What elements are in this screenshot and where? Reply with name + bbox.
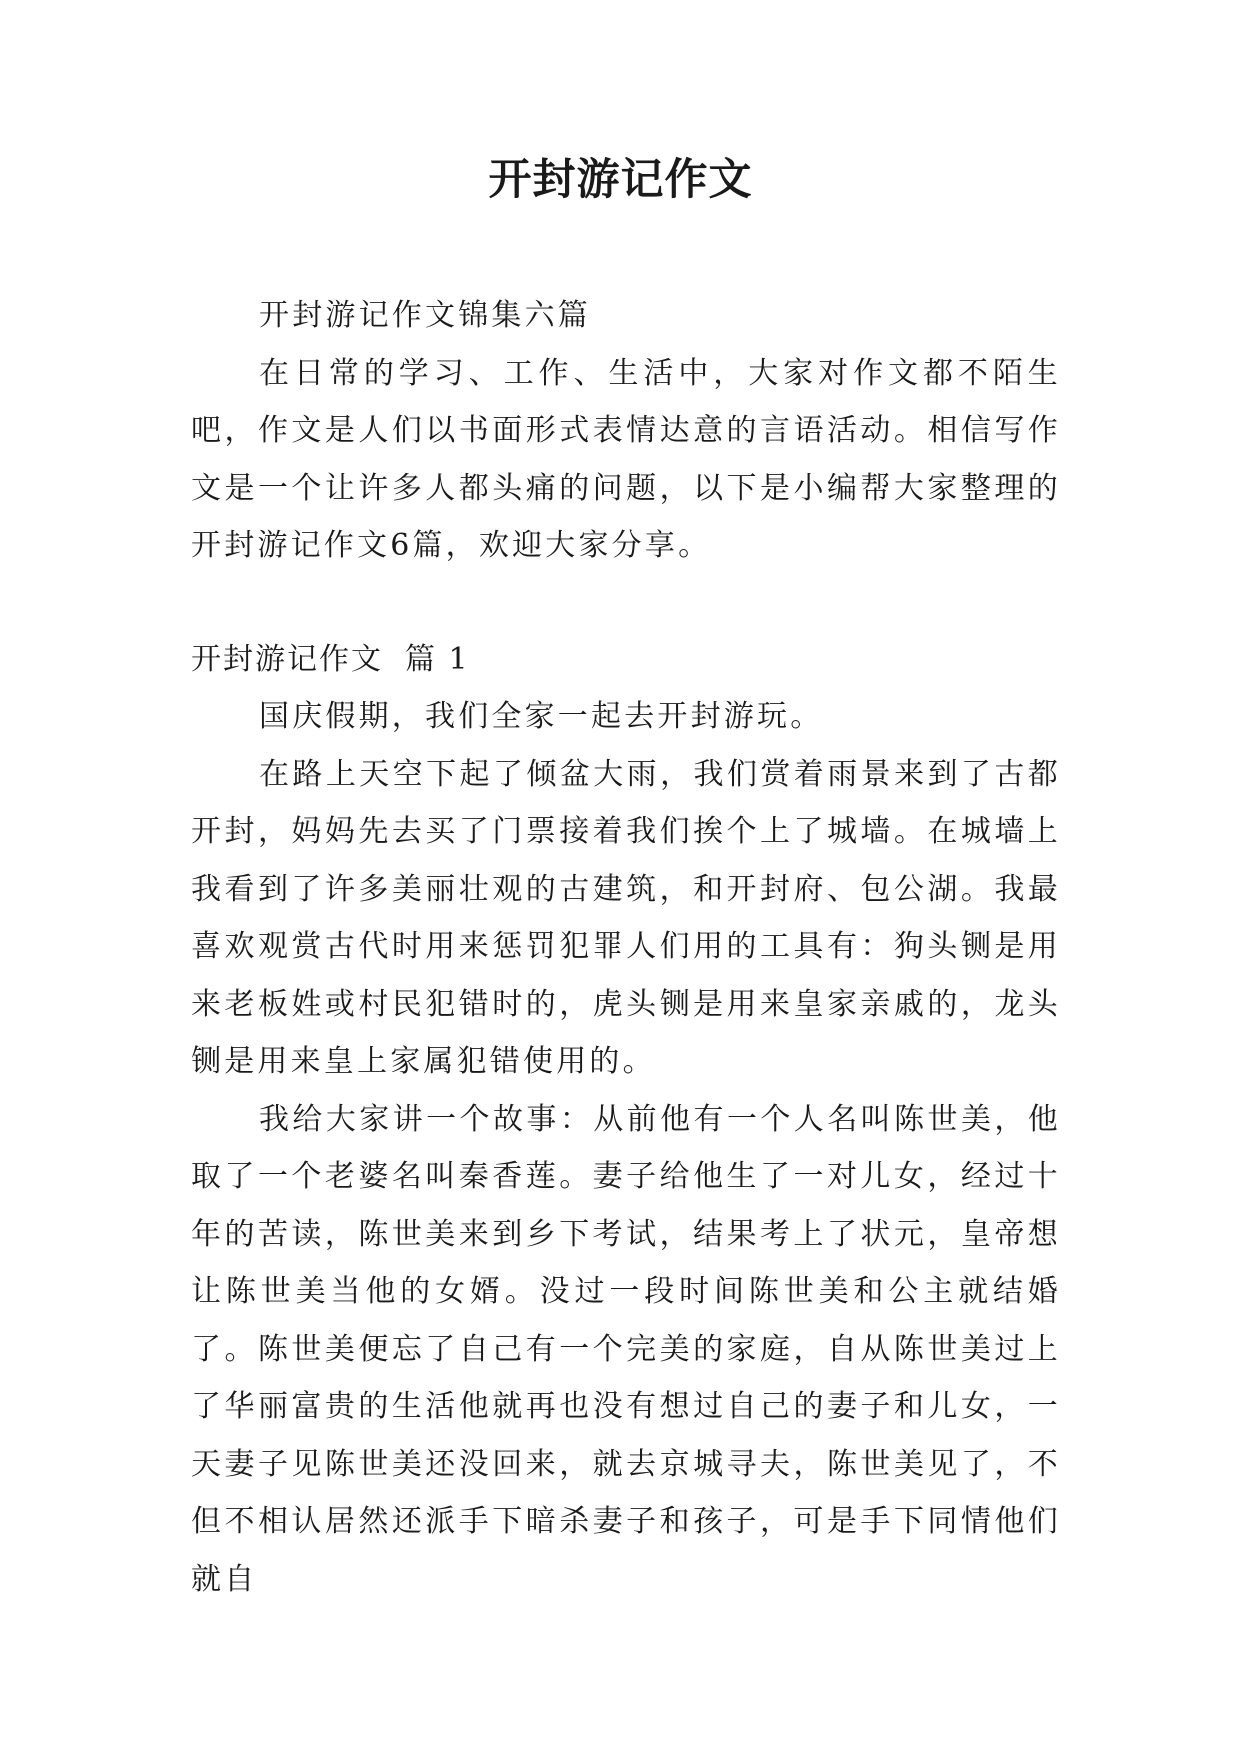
intro-paragraph: 在日常的学习、工作、生活中，大家对作文都不陌生吧，作文是人们以书面形式表情达意的言语活动。相信写作文是一个让许多人都头痛的问题，以下是小编帮大家整理的开封游记作文6篇，欢迎大家分享。: [191, 355, 1061, 563]
body-paragraph: 国庆假期，我们全家一起去开封游玩。: [259, 699, 824, 734]
section-number: 篇 1: [405, 641, 470, 677]
document-subtitle: 开封游记作文锦集六篇: [259, 298, 591, 333]
section-heading: [191, 631, 1061, 689]
body-paragraph: 我给大家讲一个故事：从前他有一个人名叫陈世美，他取了一个老婆名叫秦香莲。妻子给他生了一对儿女，经过十年的苦读，陈世美来到乡下考试，结果考上了状元，皇帝想让陈世美当他的女婿。没过一段时间陈世美和公主就结婚了。陈世美便忘了自己有一个完美的家庭，自从陈世美过上了华丽富贵的生活他就再也没有想过自己的妻子和儿女，一天妻子见陈世美还没回来，就去京城寻夫，陈世美见了，不但不相认居然还派手下暗杀妻子和孩子，可是手下同情他们就自: [191, 1101, 1061, 1597]
section-heading-text: 开封游记作文: [191, 641, 383, 677]
document-body: [191, 287, 1061, 1608]
document-title: 开封游记作文: [488, 155, 753, 205]
body-paragraph: 在路上天空下起了倾盆大雨，我们赏着雨景来到了古都开封，妈妈先去买了门票接着我们挨个上了城墙。在城墙上我看到了许多美丽壮观的古建筑，和开封府、包公湖。我最喜欢观赏古代时用来惩罚犯罪人们用的工具有：狗头铡是用来老板姓或村民犯错时的，虎头铡是用来皇家亲戚的，龙头铡是用来皇上家属犯错使用的。: [191, 756, 1061, 1079]
